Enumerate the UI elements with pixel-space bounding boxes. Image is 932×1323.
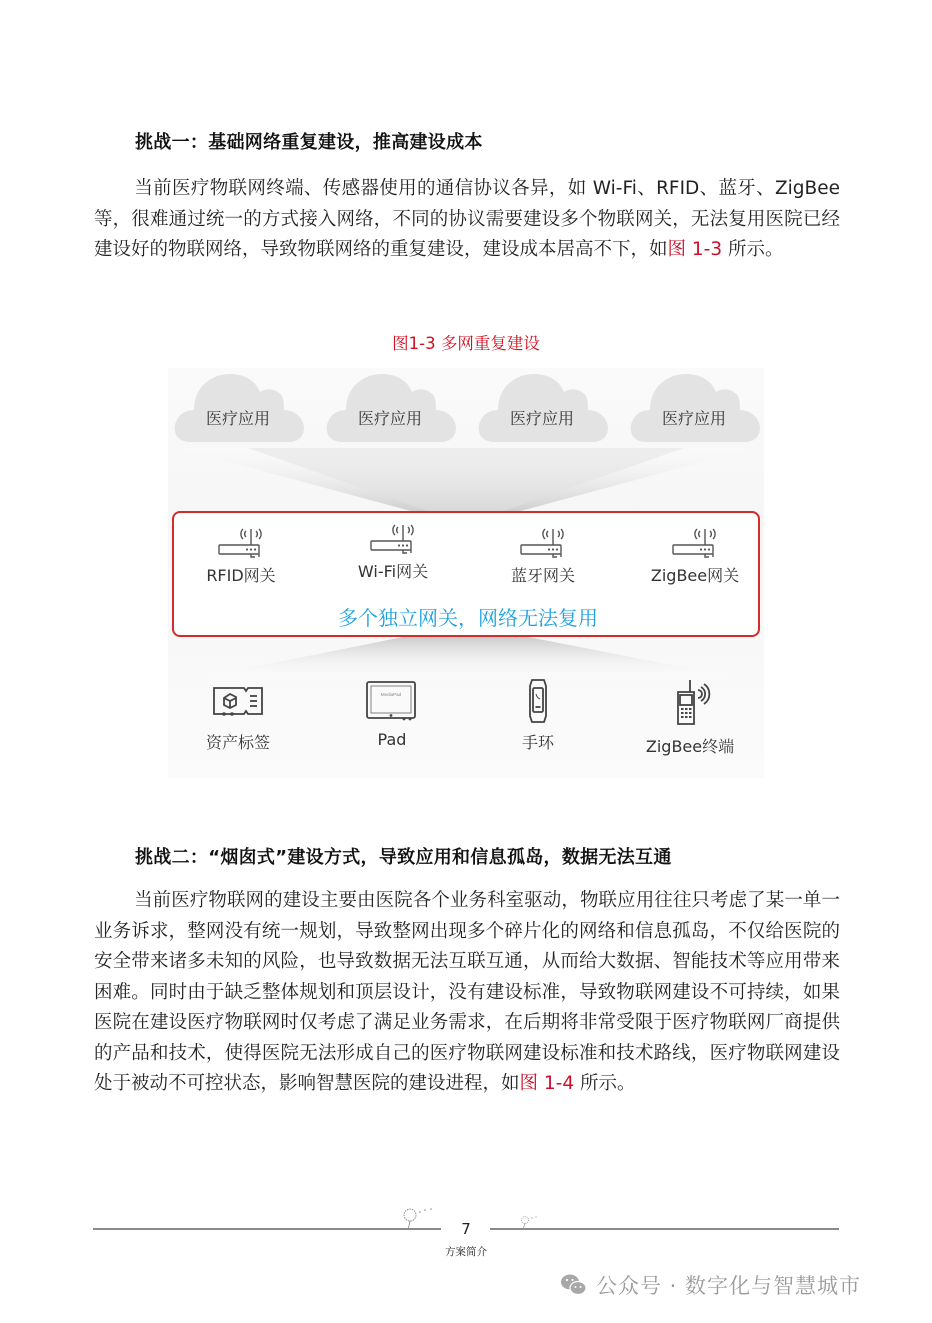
handheld-terminal-icon xyxy=(660,678,720,728)
wechat-icon xyxy=(560,1273,588,1297)
gateway-wifi xyxy=(328,519,458,582)
cloud-icon xyxy=(324,368,456,442)
section2-paragraph xyxy=(94,886,840,1100)
figure-title: 图1-3 多网重复建设 xyxy=(392,334,540,353)
device-pad xyxy=(322,678,462,749)
section2-heading: 挑战二：“烟囱式”建设方式，导致应用和信息孤岛，数据无法互通 xyxy=(135,847,672,868)
figure-1-4-link[interactable]: 图 1-4 xyxy=(519,1073,575,1094)
figure-multi-network xyxy=(168,368,764,778)
cloud-icon xyxy=(172,368,304,442)
device-label: 资产标签 xyxy=(205,733,270,752)
gateway-zigbee xyxy=(630,523,760,586)
router-icon xyxy=(667,523,723,559)
cloud-label: 医疗应用 xyxy=(205,409,270,428)
device-label: Pad xyxy=(377,730,407,749)
cloud-medical-app-1 xyxy=(172,368,304,442)
watermark xyxy=(560,1270,861,1300)
section1-heading: 挑战一：基础网络重复建设，推高建设成本 xyxy=(135,132,483,153)
cloud-label: 医疗应用 xyxy=(357,409,422,428)
funnel-shadow-top xyxy=(168,448,764,513)
gateway-label: 蓝牙网关 xyxy=(510,566,575,585)
router-icon xyxy=(365,519,421,555)
section2-text-end: 所示。 xyxy=(574,1073,636,1094)
gateway-label: Wi-Fi网关 xyxy=(357,562,429,581)
section1-text-end: 所示。 xyxy=(722,239,784,260)
gateway-bluetooth xyxy=(478,523,608,586)
gateway-caption: 多个独立网关，网络无法复用 xyxy=(338,606,598,630)
device-asset-tag xyxy=(168,678,308,753)
page-number: 7 xyxy=(461,1220,471,1238)
cloud-medical-app-2 xyxy=(324,368,456,442)
cloud-label: 医疗应用 xyxy=(661,409,726,428)
cloud-icon xyxy=(628,368,760,442)
router-icon xyxy=(515,523,571,559)
figure-1-3-link[interactable]: 图 1-3 xyxy=(667,239,723,260)
cloud-medical-app-3 xyxy=(476,368,608,442)
cloud-icon xyxy=(476,368,608,442)
gateway-box xyxy=(172,511,760,637)
tablet-icon xyxy=(364,678,420,724)
section2-text: 当前医疗物联网的建设主要由医院各个业务科室驱动，物联应用往往只考虑了某一单一业务诉求，整网没有统一规划，导致整网出现多个碎片化的网络和信息孤岛，不仅给医院的安全带来诸多未知的风险，也导致数据无法互联互通，从而给大数据、智能技术等应用带来困难。同时由于缺乏整体规划和顶层设计，没有建设标准，导致物联网建设不可持续，如果医院在建设医疗物联网时仅考虑了满足业务需求，在后期将非常受限于医疗物联网厂商提供的产品和技术，使得医院无法形成自己的医疗物联网建设标准和技术路线，医疗物联网建设处于被动不可控状态，影响智慧医院的建设进程，如 xyxy=(94,890,840,1094)
gateway-rfid xyxy=(176,523,306,586)
section1-text: 当前医疗物联网终端、传感器使用的通信协议各异，如 Wi-Fi、RFID、蓝牙、ZigBee 等，很难通过统一的方式接入网络，不同的协议需要建设多个物联网关，无法复用医院已经建设好的物联网络，导致物联网络的重复建设，建设成本居高不下，如 xyxy=(94,178,840,260)
section1-paragraph xyxy=(94,174,840,266)
gateway-label: ZigBee网关 xyxy=(650,566,740,585)
wristband-icon xyxy=(510,678,566,724)
footer-section-name: 方案简介 xyxy=(445,1246,487,1258)
router-icon xyxy=(213,523,269,559)
watermark-text: 公众号 · 数字化与智慧城市 xyxy=(596,1274,862,1298)
device-label: ZigBee终端 xyxy=(645,737,735,756)
tablet-screen-text: MediaPad xyxy=(380,692,402,697)
gateway-label: RFID网关 xyxy=(206,566,276,585)
cloud-label: 医疗应用 xyxy=(509,409,574,428)
cloud-medical-app-4 xyxy=(628,368,760,442)
device-zigbee-terminal xyxy=(620,678,760,757)
asset-tag-icon xyxy=(210,678,266,724)
device-label: 手环 xyxy=(521,733,554,752)
device-wristband xyxy=(468,678,608,753)
